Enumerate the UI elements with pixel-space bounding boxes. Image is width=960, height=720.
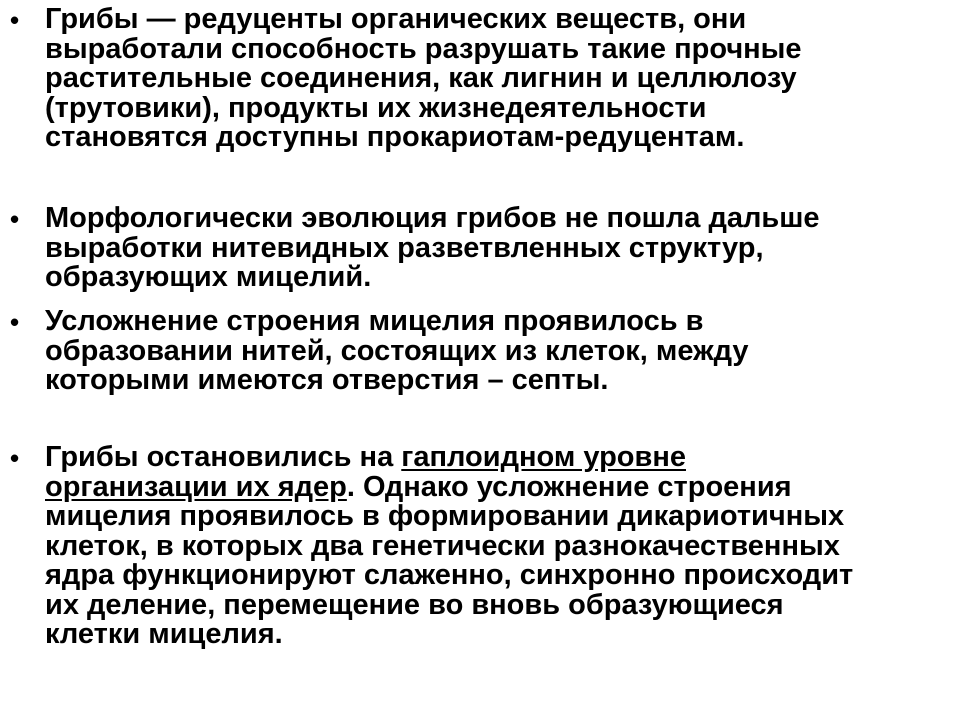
text-line: образовании нитей, состоящих из клеток, между (45, 334, 749, 367)
bullet-text (45, 443, 853, 650)
text-line (45, 470, 853, 503)
underlined-term: гаплоидном уровне (401, 441, 686, 473)
bullet-marker: • (10, 5, 20, 35)
text-fragment: . Однако усложнение строения (346, 470, 792, 503)
bullet-marker: • (10, 204, 20, 234)
text-line: которыми имеются отверстия – септы. (45, 364, 609, 396)
text-line: образующих мицелий. (45, 261, 372, 293)
text-line: их деление, перемещение во вновь образующиеся (45, 588, 784, 621)
text-line (45, 443, 853, 473)
underlined-term: организации их ядер (45, 470, 347, 503)
text-fragment: Грибы остановились на (45, 441, 402, 473)
text-line: Усложнение строения мицелия проявилось в (45, 305, 704, 337)
text-line: Морфологически эволюция грибов не пошла дальше (45, 202, 820, 234)
text-line: (трутовики), продукты их жизнедеятельности (45, 91, 707, 124)
bullet-marker: • (10, 443, 20, 473)
text-line: выработки нитевидных разветвленных структур, (45, 231, 764, 264)
text-line: растительные соединения, как лигнин и целлюлозу (45, 62, 797, 94)
bullet-marker: • (10, 307, 20, 337)
text-line: Грибы — редуценты органических веществ, они (45, 3, 747, 35)
text-line: клетки мицелия. (45, 618, 283, 650)
bullet-text (45, 307, 749, 396)
text-line: выработали способность разрушать такие прочные (45, 32, 802, 65)
bullet-text (45, 204, 820, 293)
text-line: становятся доступны прокариотам-редуцентам. (45, 121, 745, 153)
text-line: мицелия проявилось в формировании дикариотичных (45, 500, 845, 532)
bullet-text (45, 5, 802, 153)
text-line: ядра функционируют слаженно, синхронно происходит (45, 559, 854, 591)
text-line: клеток, в которых два генетически разнокачественных (45, 529, 840, 562)
